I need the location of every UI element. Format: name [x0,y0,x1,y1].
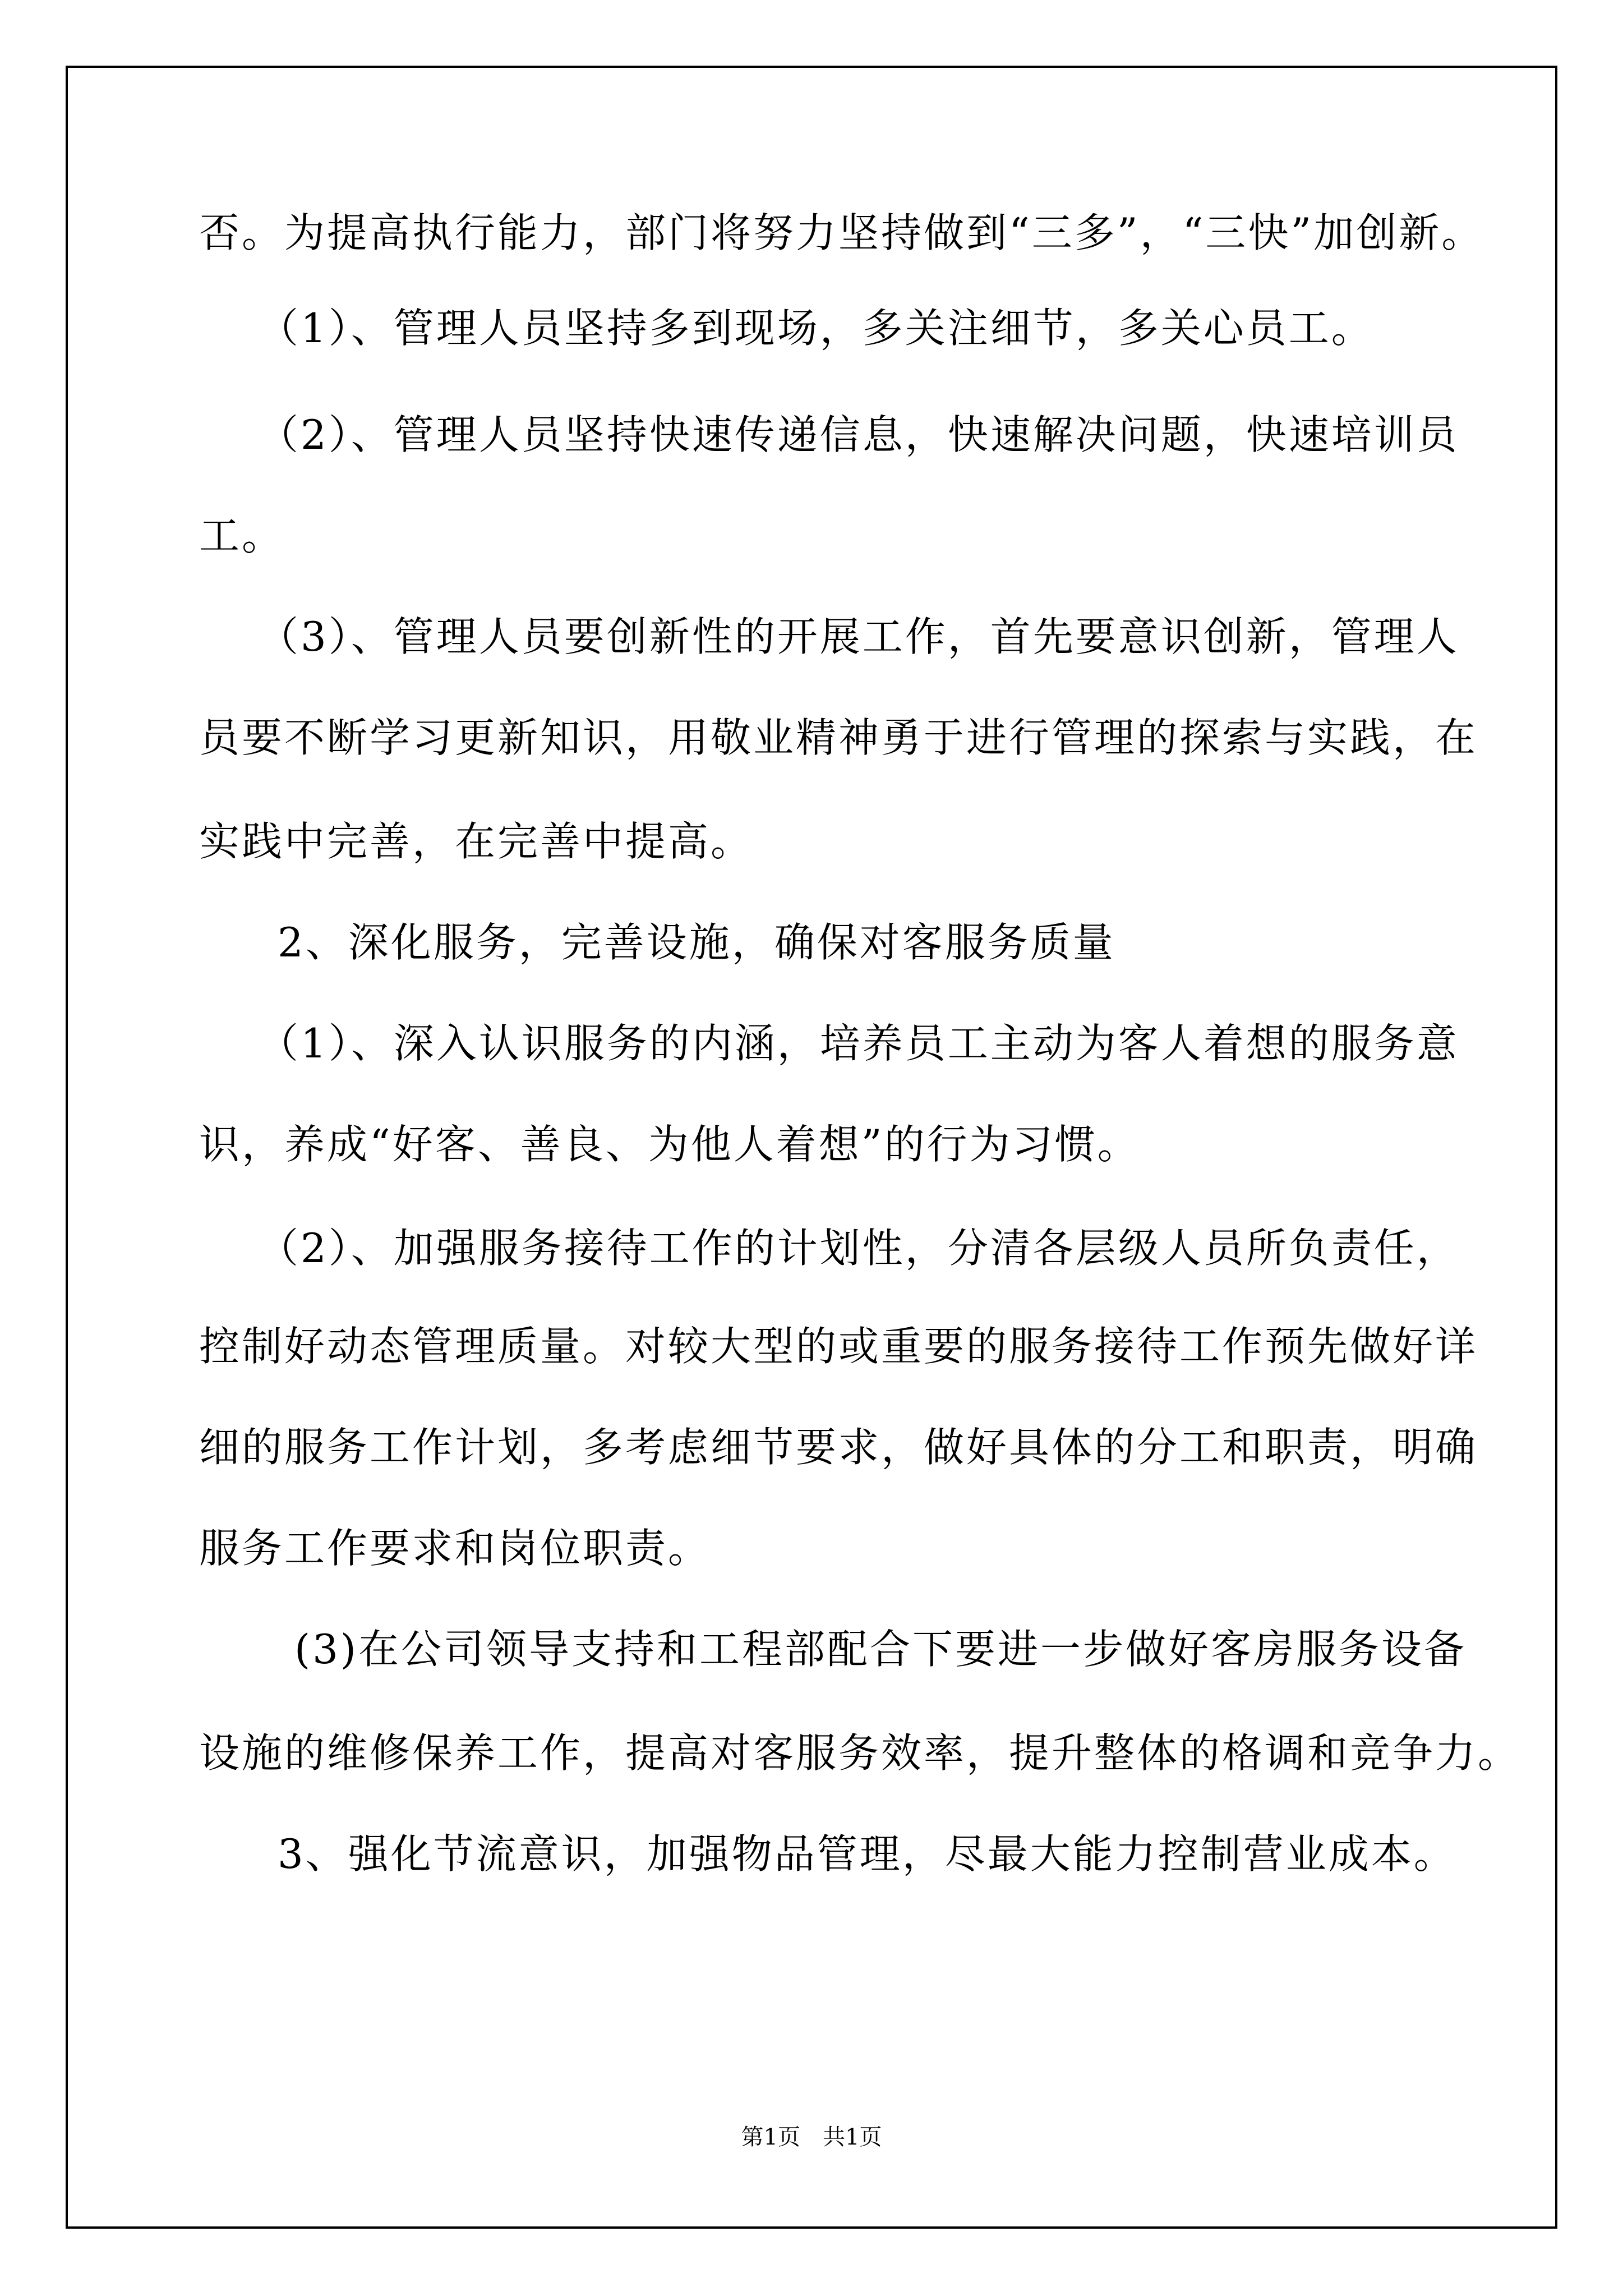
text-line: （2）、加强服务接待工作的计划性，分清各层级人员所负责任， [258,1225,1459,1272]
text-line: (3)在公司领导支持和工程部配合下要进一步做好客房服务设备 [294,1626,1467,1673]
text-line: 细的服务工作计划，多考虑细节要求，做好具体的分工和职责，明确 [199,1424,1478,1471]
text-line: 设施的维修保养工作，提高对客服务效率，提升整体的格调和竞争力。 [199,1729,1521,1777]
page-number-current: 第1页 [741,2124,800,2150]
text-line: 员要不断学习更新知识，用敬业精神勇于进行管理的探索与实践，在 [199,714,1478,761]
text-line: 2、深化服务，完善设施，确保对客服务质量 [278,919,1115,966]
text-line: 控制好动态管理质量。对较大型的或重要的服务接待工作预先做好详 [199,1323,1478,1370]
page-number-total: 共1页 [823,2124,882,2150]
page-footer [0,2120,1623,2154]
text-line: （1）、管理人员坚持多到现场，多关注细节，多关心员工。 [258,305,1374,352]
text-line: 实践中完善，在完善中提高。 [199,818,754,865]
text-line: 工。 [199,512,285,559]
text-line: （3）、管理人员要创新性的开展工作，首先要意识创新，管理人 [258,613,1459,660]
text-line: 识，养成“好客、善良、为他人着想”的行为习惯。 [199,1121,1140,1168]
text-line: 否。为提高执行能力，部门将努力坚持做到“三多”，“三快”加创新。 [199,209,1484,256]
text-line: （2）、管理人员坚持快速传递信息，快速解决问题，快速培训员 [258,411,1459,458]
text-line: 服务工作要求和岗位职责。 [199,1525,711,1572]
text-line: 3、强化节流意识，加强物品管理，尽最大能力控制营业成本。 [278,1830,1456,1878]
text-line: （1）、深入认识服务的内涵，培养员工主动为客人着想的服务意 [258,1020,1459,1067]
